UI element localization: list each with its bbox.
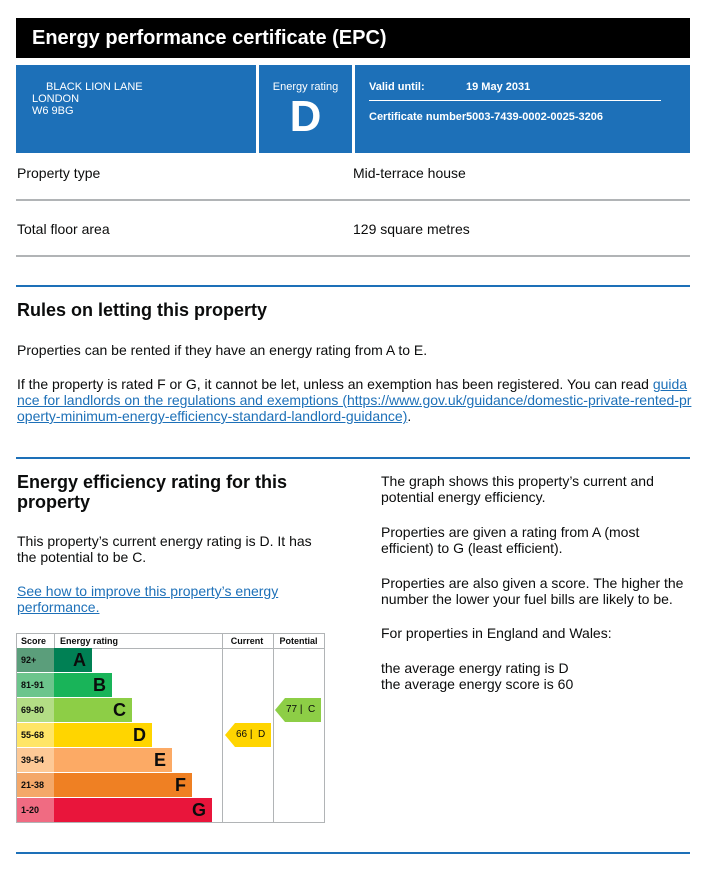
efficiency-paragraph: This property’s current energy rating is D. It has the potential to be C. <box>17 533 312 565</box>
efficiency-heading: Energy efficiency rating for this property <box>17 472 288 512</box>
current-rating-arrow-label: 66 | D <box>236 729 266 740</box>
chart-header-potential: Potential <box>279 636 318 646</box>
band-score-a: 92+ <box>17 648 54 672</box>
rules-paragraph-2 <box>17 376 693 424</box>
band-bar-g <box>54 798 212 822</box>
property-type-label: Property type <box>17 165 101 181</box>
floor-area-label: Total floor area <box>17 221 110 237</box>
band-bar-a <box>54 648 92 672</box>
divider <box>352 65 355 153</box>
graph-explanation: The graph shows this property’s current and potential energy efficiency. <box>381 473 654 505</box>
band-score-e: 39-54 <box>17 748 54 772</box>
england-wales-label: For properties in England and Wales: <box>381 625 612 641</box>
band-bar-c <box>54 698 132 722</box>
section-divider <box>16 457 690 459</box>
address-line-3: W6 9BG <box>32 105 74 117</box>
band-bar-f <box>54 773 192 797</box>
chart-header-rating: Energy rating <box>60 636 119 646</box>
page-title: Energy performance certificate (EPC) <box>32 27 387 49</box>
average-score: the average energy score is 60 <box>381 676 574 692</box>
address <box>32 81 252 117</box>
average-rating: the average energy rating is D <box>381 660 569 676</box>
divider <box>16 199 690 201</box>
band-score-c: 69-80 <box>17 698 54 722</box>
valid-until-label: Valid until: <box>369 81 425 93</box>
address-line-2: LONDON <box>32 93 80 105</box>
address-line-1: BLACK LION LANE <box>46 81 143 93</box>
potential-rating-arrow-label: 77 | C <box>286 704 316 715</box>
band-score-f: 21-38 <box>17 773 54 797</box>
band-letter-f: F <box>175 775 186 795</box>
band-letter-d: D <box>133 725 146 745</box>
rules-paragraph-2-end: . <box>407 408 412 424</box>
band-letter-e: E <box>153 750 166 770</box>
energy-rating-label: Energy rating <box>272 81 339 93</box>
band-letter-b: B <box>93 675 106 695</box>
rating-explanation: Properties are given a rating from A (most efficient) to G (least efficient). <box>381 524 640 556</box>
divider <box>16 255 690 257</box>
landlord-guidance-link[interactable]: guidance for landlords on the regulations and exemptions (https://www.gov.uk/guidance/domestic-private-rented-property-minimum-energy-efficiency-standard-landlord-guidance) <box>17 376 692 424</box>
band-score-b: 81-91 <box>17 673 54 697</box>
summary-panel <box>16 65 690 153</box>
valid-until-value: 19 May 2031 <box>466 81 531 93</box>
band-letter-g: G <box>191 800 206 820</box>
improve-energy-link[interactable]: See how to improve this property’s energy performance. <box>17 583 279 615</box>
certificate-number-value: 5003-7439-0002-0025-3206 <box>466 111 604 123</box>
rules-paragraph-2-text: If the property is rated F or G, it cannot be let, unless an exemption has been registered. You can read <box>17 376 649 392</box>
band-bar-d <box>54 723 152 747</box>
section-divider <box>16 852 690 854</box>
band-bar-b <box>54 673 112 697</box>
section-divider <box>16 285 690 287</box>
band-letter-c: C <box>113 700 126 720</box>
score-explanation: Properties are also given a score. The higher the number the lower your fuel bills are likely to be. <box>381 575 684 607</box>
band-score-g: 1-20 <box>17 798 54 822</box>
chart-header-score: Score <box>21 636 47 646</box>
chart-gridline <box>54 634 55 648</box>
rules-paragraph-1: Properties can be rented if they have an energy rating from A to E. <box>17 342 428 358</box>
band-score-d: 55-68 <box>17 723 54 747</box>
chart-gridline <box>222 634 223 822</box>
floor-area-value: 129 square metres <box>353 221 470 237</box>
rules-heading: Rules on letting this property <box>17 300 268 320</box>
energy-rating-letter: D <box>289 92 322 141</box>
band-letter-a: A <box>73 650 86 670</box>
divider <box>369 100 661 101</box>
chart-gridline <box>273 634 274 822</box>
epc-rating-chart <box>16 633 325 823</box>
property-type-value: Mid-terrace house <box>353 165 466 181</box>
band-bar-e <box>54 748 172 772</box>
certificate-number-label: Certificate number: <box>369 111 470 123</box>
chart-header-current: Current <box>230 636 264 646</box>
title-bar <box>16 18 690 58</box>
